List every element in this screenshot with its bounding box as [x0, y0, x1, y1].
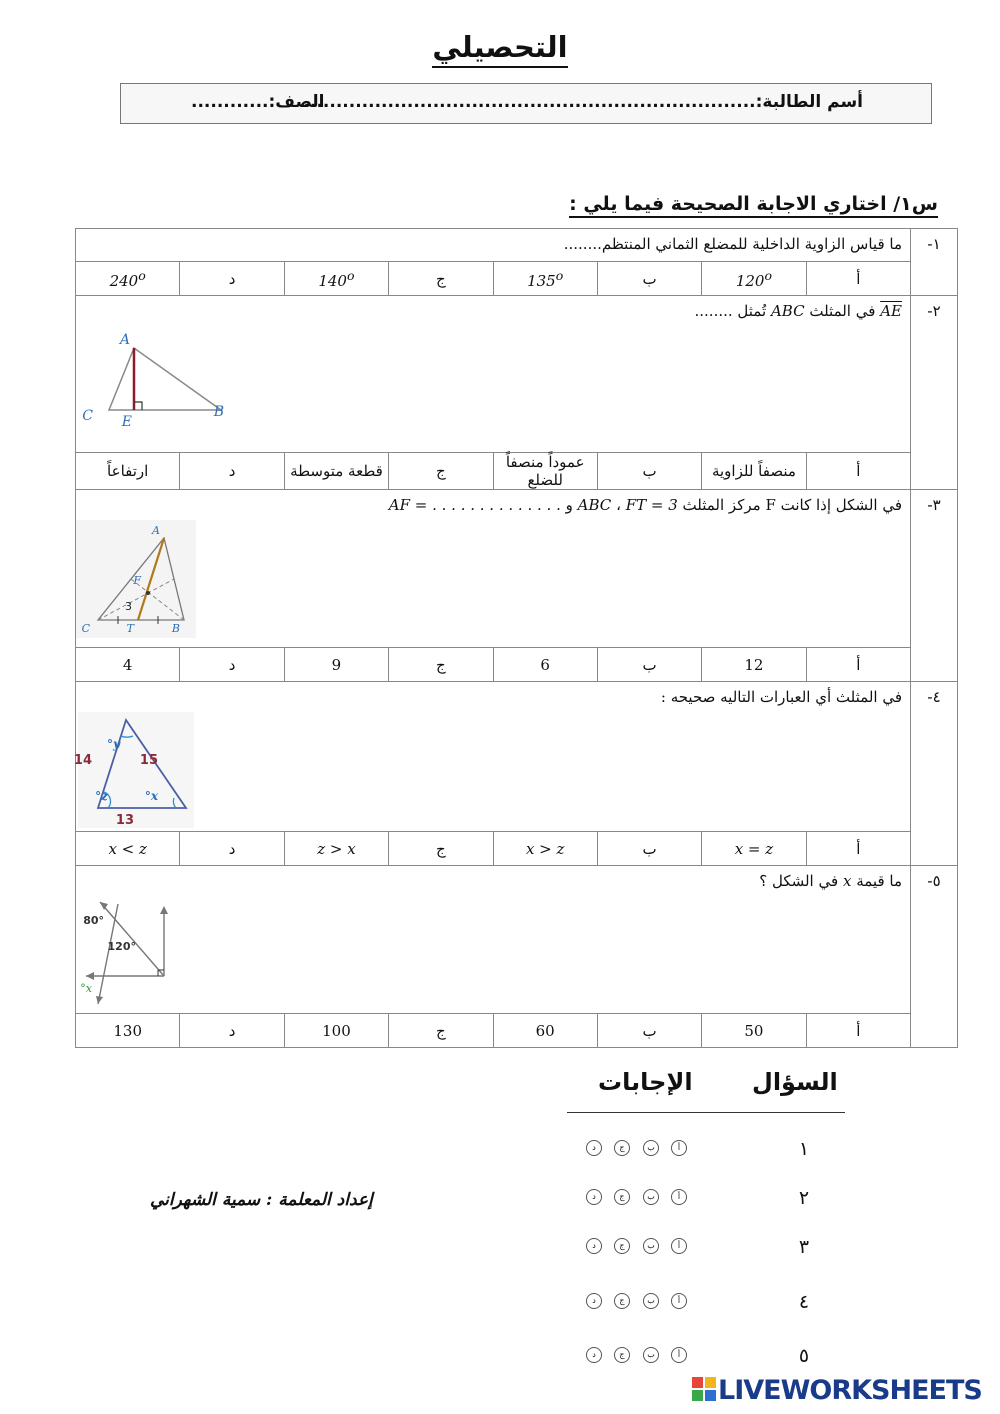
figure-label: A: [119, 332, 130, 348]
option-c[interactable]: [284, 262, 388, 296]
answer-bubble-c[interactable]: ج: [614, 1140, 630, 1156]
liveworksheets-logo-icon: [692, 1377, 716, 1401]
option-letter: ج: [389, 1014, 493, 1048]
option-letter: د: [180, 262, 284, 296]
option-d[interactable]: [76, 262, 180, 296]
degree-sup: o: [346, 267, 355, 283]
text-segment: ،: [616, 496, 621, 514]
option-value: x = z: [734, 839, 774, 858]
option-letter: أ: [806, 1014, 910, 1048]
degree-sup: o: [138, 267, 146, 283]
answer-row-number: ١: [798, 1138, 810, 1160]
text-segment: في الشكل إذا كانت F مركز المثلث: [682, 496, 902, 514]
question-5-row: [76, 866, 958, 1014]
options-row: [76, 1014, 958, 1048]
option-value: 140: [318, 271, 347, 290]
question-3-row: [76, 490, 958, 648]
figure-label: E: [121, 414, 132, 430]
brand-name: LIVEWORKSHEETS: [718, 1375, 982, 1406]
figure-label: B: [171, 622, 180, 635]
option-letter: أ: [806, 453, 910, 490]
answer-sheet-divider: [567, 1112, 845, 1113]
option-d[interactable]: [76, 832, 180, 866]
figure-label: 120°: [107, 940, 136, 953]
answer-bubble-c[interactable]: ج: [614, 1238, 630, 1254]
answer-sheet-question-header: السؤال: [752, 1068, 838, 1096]
question-number: ٥-: [911, 866, 958, 1048]
option-letter: ب: [597, 262, 701, 296]
options-row: [76, 262, 958, 296]
math-segment: FT = 3: [625, 496, 678, 514]
degree-sup: o: [764, 267, 773, 283]
figure-label: A: [152, 524, 160, 537]
question-text: [76, 866, 911, 1014]
option-letter: د: [180, 1014, 284, 1048]
option-value: x < z: [108, 839, 147, 858]
option-c[interactable]: 9: [284, 648, 388, 682]
option-b[interactable]: [493, 832, 597, 866]
figure-label: y°: [107, 737, 120, 751]
answer-row-number: ٥: [798, 1345, 810, 1367]
text-segment: ما قيمة: [856, 872, 902, 890]
option-c[interactable]: 100: [284, 1014, 388, 1048]
answer-bubble-b[interactable]: ب: [643, 1189, 659, 1205]
student-name-label: أسم الطالبة:......................................................................: [303, 92, 863, 112]
option-d[interactable]: 4: [76, 648, 180, 682]
answer-row-4: [580, 1291, 840, 1315]
options-row: [76, 648, 958, 682]
question-text: [73, 682, 911, 832]
option-d[interactable]: 130: [76, 1014, 180, 1048]
answer-bubble-b[interactable]: ب: [643, 1293, 659, 1309]
option-a[interactable]: [702, 832, 806, 866]
answer-bubble-b[interactable]: ب: [643, 1140, 659, 1156]
option-letter: ج: [389, 262, 493, 296]
figure-label: 80°: [83, 914, 104, 927]
text-segment: تُمثل ........: [694, 302, 767, 320]
answer-bubble-c[interactable]: ج: [614, 1347, 630, 1363]
option-letter: ب: [597, 1014, 701, 1048]
triangle-sides-figure: [73, 712, 194, 828]
figure-label: 14: [73, 753, 92, 768]
option-letter: د: [180, 832, 284, 866]
triangle-altitude-figure: [77, 326, 237, 430]
answer-bubble-c[interactable]: ج: [614, 1293, 630, 1309]
answer-bubble-a[interactable]: أ: [671, 1347, 687, 1363]
answer-bubble-a[interactable]: أ: [671, 1293, 687, 1309]
question-1-row: [76, 229, 958, 262]
answer-bubble-a[interactable]: أ: [671, 1140, 687, 1156]
text-segment: في الشكل ؟: [759, 872, 839, 890]
answer-bubble-d[interactable]: د: [586, 1189, 602, 1205]
answer-bubble-a[interactable]: أ: [671, 1238, 687, 1254]
option-letter: ب: [597, 453, 701, 490]
figure-label: x°: [80, 982, 92, 995]
option-letter: ج: [389, 832, 493, 866]
answer-row-number: ٢: [798, 1187, 810, 1209]
answer-row-3: [580, 1236, 840, 1260]
triangle-centroid-figure: [76, 520, 196, 638]
option-letter: ج: [389, 648, 493, 682]
question-text: [76, 296, 911, 453]
options-row: [76, 832, 958, 866]
option-b[interactable]: عموداً منصفاً للضلع: [493, 453, 597, 490]
teacher-credit: إعداد المعلمة : سمية الشهراني: [150, 1190, 373, 1210]
option-c[interactable]: [284, 832, 388, 866]
answer-bubble-c[interactable]: ج: [614, 1189, 630, 1205]
math-segment: x: [842, 872, 852, 890]
answer-row-1: [580, 1138, 840, 1162]
option-letter: أ: [806, 648, 910, 682]
answer-bubble-d[interactable]: د: [586, 1238, 602, 1254]
option-letter: أ: [806, 262, 910, 296]
figure-label: z°: [95, 789, 108, 803]
option-c[interactable]: قطعة متوسطة: [284, 453, 388, 490]
option-a[interactable]: منصفاً للزاوية: [702, 453, 806, 490]
question-2-row: [76, 296, 958, 453]
answer-bubble-b[interactable]: ب: [643, 1347, 659, 1363]
option-a[interactable]: [702, 262, 806, 296]
answer-row-number: ٣: [798, 1236, 810, 1258]
option-letter: أ: [806, 832, 910, 866]
section-heading: س١/ اختاري الاجابة الصحيحة فيما يلي :: [569, 193, 938, 218]
math-segment: ABC: [770, 302, 805, 320]
figure-label: C: [82, 408, 93, 424]
math-segment: $\overline{AE}$: [880, 302, 902, 320]
question-text: [76, 490, 911, 648]
question-4-row: [76, 682, 958, 832]
figure-label: 13: [115, 813, 134, 828]
figure-label: x°: [144, 789, 158, 803]
option-d[interactable]: ارتفاعاً: [76, 453, 180, 490]
student-info-box: [120, 83, 932, 124]
angles-figure: [74, 896, 184, 1008]
figure-label: C: [81, 622, 90, 635]
option-value: 135: [527, 271, 556, 290]
text-segment: في المثلث أي العبارات التاليه صحيحه :: [660, 688, 902, 706]
answer-bubble-d[interactable]: د: [586, 1293, 602, 1309]
option-value: 240: [109, 271, 139, 290]
options-row: [76, 453, 958, 490]
answer-sheet-answers-header: الإجابات: [598, 1068, 693, 1096]
worksheet-title: التحصيلي: [0, 30, 1000, 64]
answer-row-2: [580, 1187, 840, 1211]
math-segment: ABC: [577, 496, 612, 514]
option-value: 120: [735, 271, 765, 290]
question-text: ما قياس الزاوية الداخلية للمضلع الثماني المنتظم........: [76, 229, 911, 262]
question-number: ٢-: [911, 296, 958, 490]
option-b[interactable]: 6: [493, 648, 597, 682]
option-letter: ب: [597, 832, 701, 866]
figure-label: B: [213, 404, 224, 420]
option-value: z > x: [317, 839, 356, 858]
degree-sup: o: [555, 267, 564, 283]
answer-bubble-a[interactable]: أ: [671, 1189, 687, 1205]
question-number: ٣-: [911, 490, 958, 682]
text-segment: في المثلث: [809, 302, 876, 320]
option-letter: ج: [389, 453, 493, 490]
figure-label: T: [126, 622, 134, 635]
option-b[interactable]: 60: [493, 1014, 597, 1048]
text-segment: و: [565, 496, 573, 514]
figure-label: F: [133, 574, 141, 587]
answer-row-number: ٤: [798, 1291, 810, 1313]
questions-table: [75, 228, 958, 1048]
option-letter: د: [180, 648, 284, 682]
option-a[interactable]: 12: [702, 648, 806, 682]
question-number: ٤-: [911, 682, 958, 866]
answer-bubble-b[interactable]: ب: [643, 1238, 659, 1254]
figure-label: 15: [139, 753, 158, 768]
answer-bubble-d[interactable]: د: [586, 1140, 602, 1156]
answer-row-5: [580, 1345, 840, 1369]
class-label: الصف:............: [191, 92, 325, 112]
option-b[interactable]: [493, 262, 597, 296]
math-segment: AF = . . . . . . . . . . . . . .: [388, 496, 561, 514]
option-letter: ب: [597, 648, 701, 682]
figure-label: 3: [125, 600, 132, 613]
question-number: ١-: [911, 229, 958, 296]
option-a[interactable]: 50: [702, 1014, 806, 1048]
answer-bubble-d[interactable]: د: [586, 1347, 602, 1363]
option-letter: د: [180, 453, 284, 490]
option-value: x > z: [525, 839, 565, 858]
